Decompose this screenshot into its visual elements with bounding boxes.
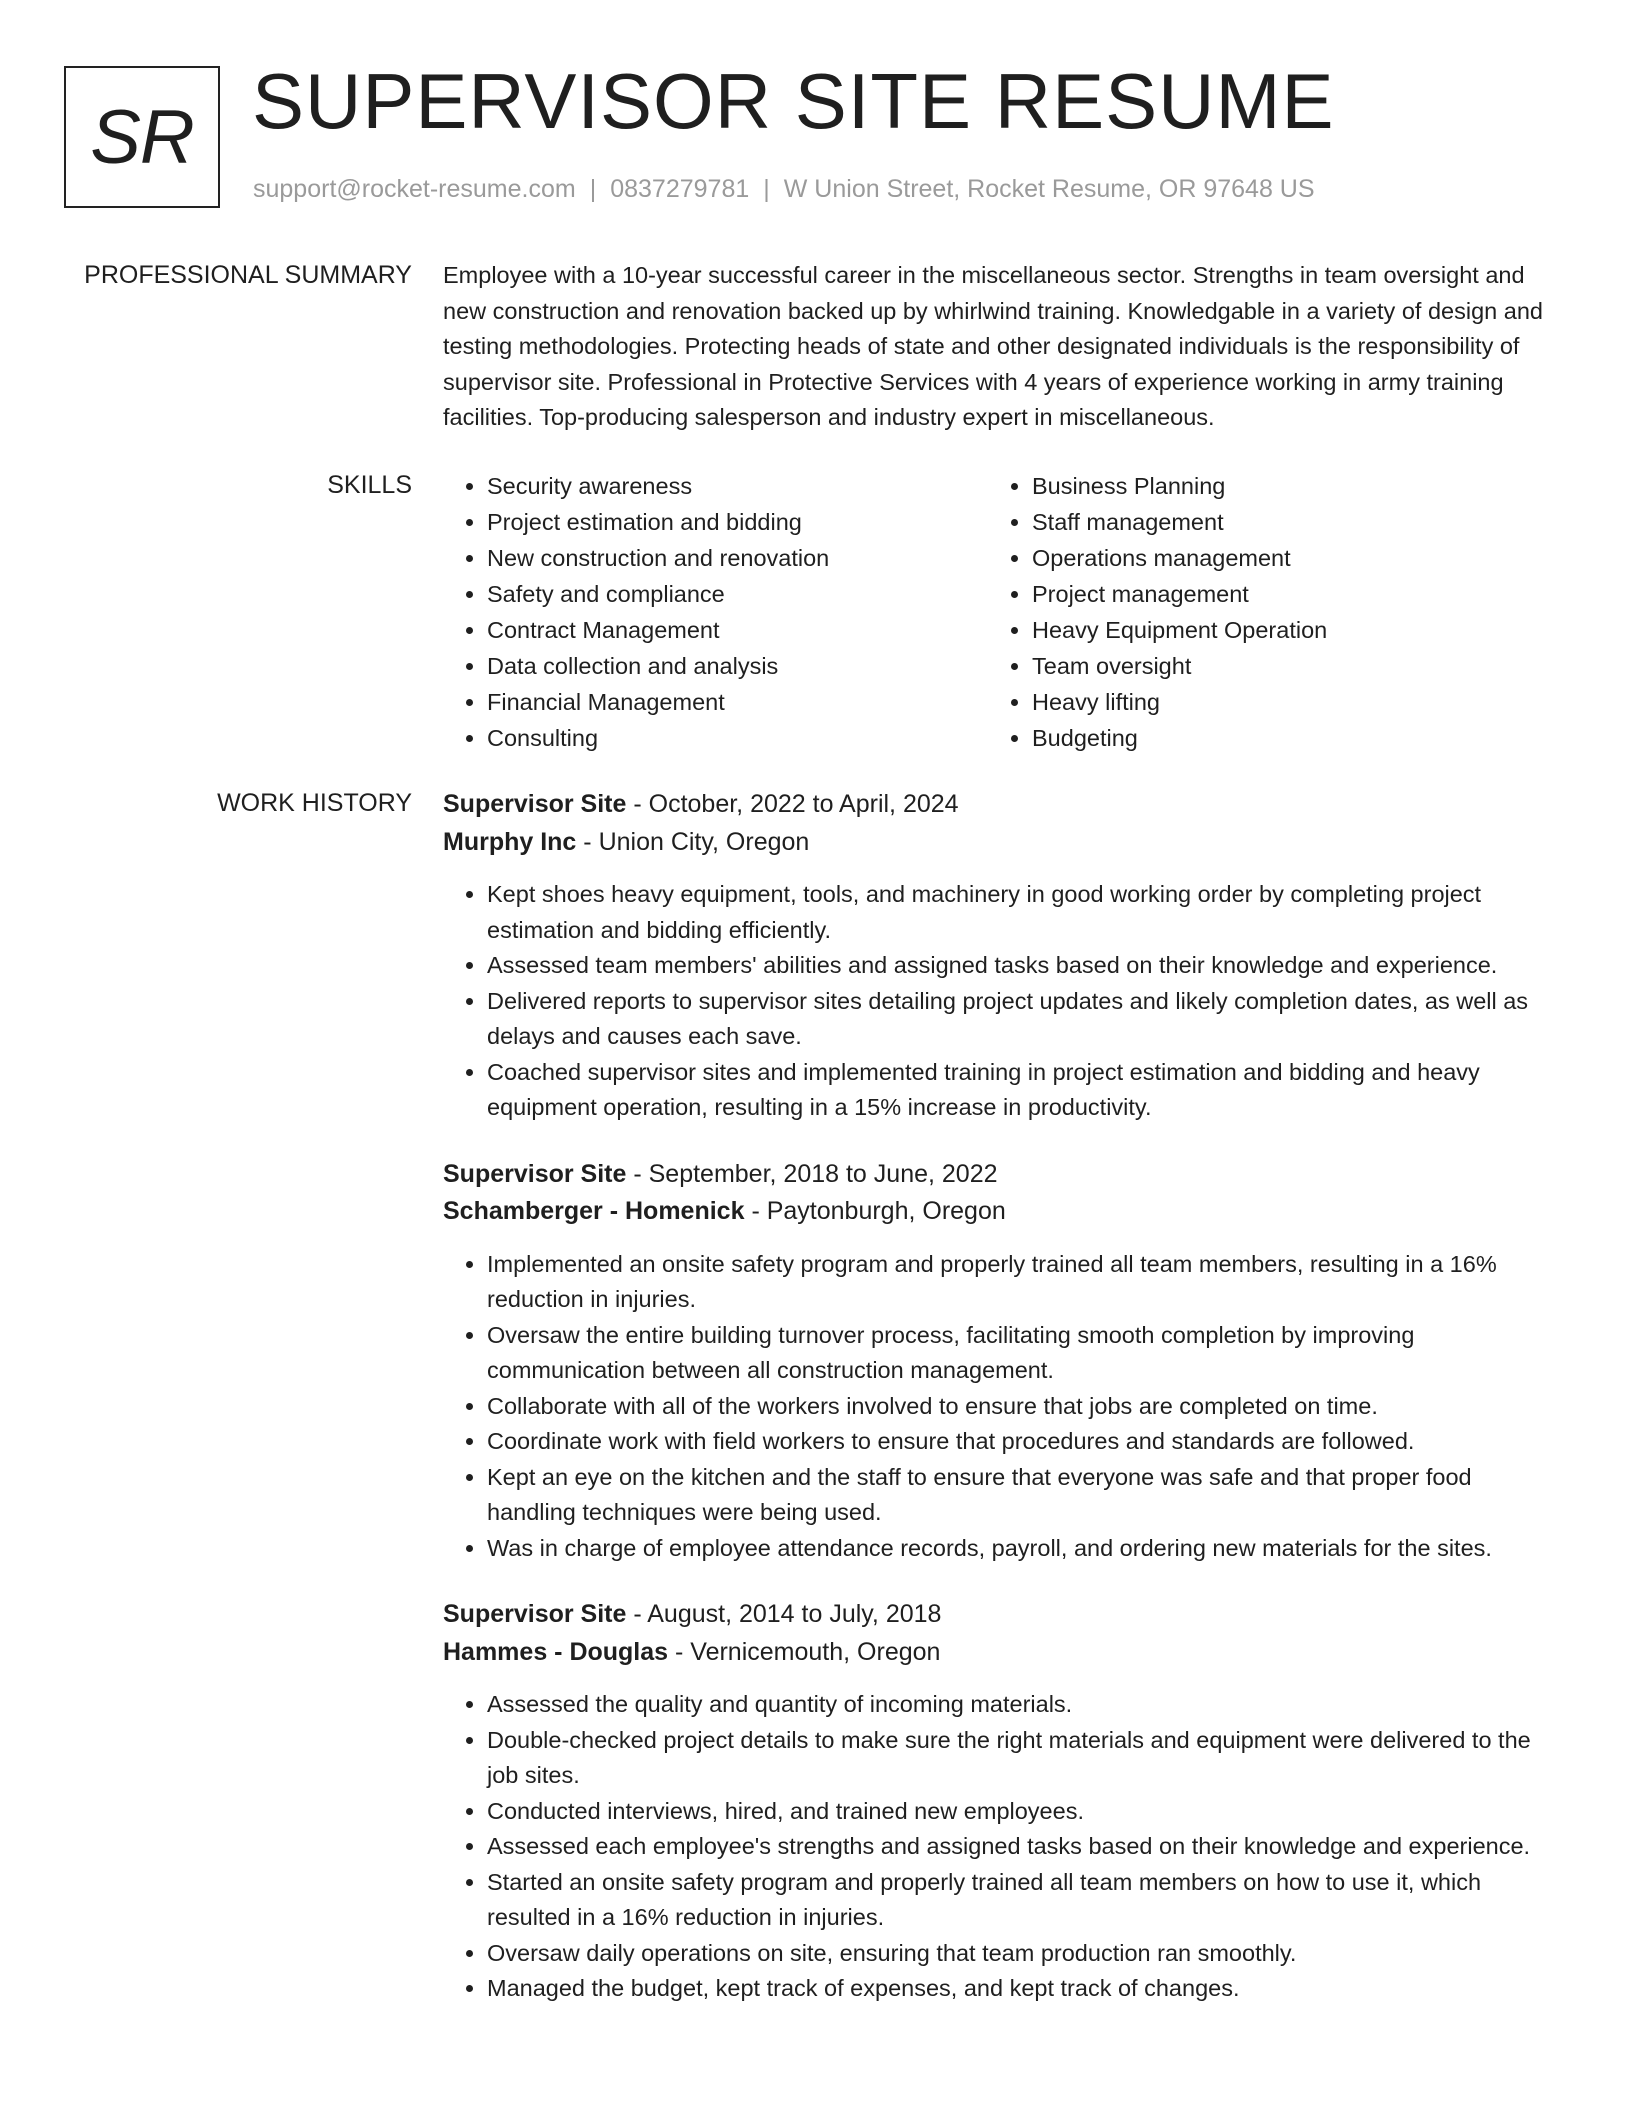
job-company: Hammes - Douglas xyxy=(443,1637,669,1666)
job-entry xyxy=(443,1596,1553,2007)
job-role-line: Supervisor Site - August, 2014 to July, 2018 xyxy=(443,1600,942,1628)
job-bullet: • Assessed the quality and quantity of incoming materials. xyxy=(487,1687,1553,1723)
job-dates: September, 2018 to June, 2022 xyxy=(648,1159,998,1188)
job-location: Union City, Oregon xyxy=(598,827,810,856)
job-bullets xyxy=(443,1687,1553,2007)
job-location: Vernicemouth, Oregon xyxy=(690,1637,941,1666)
job-bullet: • Assessed each employee's strengths and assigned tasks based on their knowledge and experience. xyxy=(487,1829,1553,1865)
contact-separator: | xyxy=(589,175,597,203)
work-history-body xyxy=(443,786,1553,2037)
contact-line xyxy=(253,172,1315,206)
job-company: Murphy Inc xyxy=(443,827,577,856)
skill-item: • Business Planning xyxy=(1032,468,1532,504)
job-bullet: • Implemented an onsite safety program and properly trained all team members, resulting in a 16% reduction in injuries. xyxy=(487,1247,1553,1318)
skill-item: • Security awareness xyxy=(487,468,987,504)
job-bullet: • Assessed team members' abilities and assigned tasks based on their knowledge and experience. xyxy=(487,948,1553,984)
skill-item: • Consulting xyxy=(487,720,987,756)
job-bullet: • Oversaw daily operations on site, ensuring that team production ran smoothly. xyxy=(487,1936,1553,1972)
job-entry xyxy=(443,1156,1553,1567)
job-company-line: Murphy Inc - Union City, Oregon xyxy=(443,827,810,856)
skill-item: • Staff management xyxy=(1032,504,1532,540)
skill-item: • Financial Management xyxy=(487,684,987,720)
skill-item: • Data collection and analysis xyxy=(487,648,987,684)
job-company-line: Hammes - Douglas - Vernicemouth, Oregon xyxy=(443,1637,941,1666)
skill-item: • Team oversight xyxy=(1032,648,1532,684)
contact-separator: | xyxy=(763,175,770,203)
section-label-work: WORK HISTORY xyxy=(217,789,412,817)
job-bullet: • Double-checked project details to make sure the right materials and equipment were delivered to the job sites. xyxy=(487,1723,1553,1794)
job-role: Supervisor Site xyxy=(443,1600,627,1628)
skills-columns xyxy=(443,468,1553,756)
contact-email[interactable]: support@rocket-resume.com xyxy=(253,175,576,203)
job-company-line: Schamberger - Homenick - Paytonburgh, Oregon xyxy=(443,1197,1006,1225)
job-bullet: • Conducted interviews, hired, and trained new employees. xyxy=(487,1794,1553,1830)
monogram-logo: SR xyxy=(64,66,220,208)
skill-item: • Project estimation and bidding xyxy=(487,504,987,540)
skill-item: • Budgeting xyxy=(1032,720,1532,756)
job-role-line: Supervisor Site - September, 2018 to June, 2022 xyxy=(443,1159,998,1188)
job-role-line: Supervisor Site - October, 2022 to April, 2024 xyxy=(443,790,959,818)
summary-text: Employee with a 10-year successful career in the miscellaneous sector. Strengths in team oversight and new construction and renovation backed up by whirlwind training. Knowledgable in a variety of design and testing methodologies. Protecting heads of state and other designated individuals is the responsibility of supervisor site. Professional in Protective Services with 4 years of experience working in army training facilities. Top-producing salesperson and industry expert in miscellaneous. xyxy=(443,262,1543,430)
contact-address: W Union Street, Rocket Resume, OR 97648 US xyxy=(783,175,1315,203)
section-label-summary: PROFESSIONAL SUMMARY xyxy=(84,261,412,289)
job-dates: August, 2014 to July, 2018 xyxy=(647,1600,942,1628)
job-dates: October, 2022 to April, 2024 xyxy=(648,790,959,818)
skills-body xyxy=(443,468,1553,756)
job-location: Paytonburgh, Oregon xyxy=(766,1197,1006,1225)
job-role: Supervisor Site xyxy=(443,1159,627,1188)
job-role: Supervisor Site xyxy=(443,790,627,818)
section-label-skills: SKILLS xyxy=(327,471,412,499)
job-bullets xyxy=(443,1247,1553,1567)
job-entry xyxy=(443,786,1553,1126)
summary-body xyxy=(443,258,1553,436)
skill-item: • Safety and compliance xyxy=(487,576,987,612)
skill-item: • Project management xyxy=(1032,576,1532,612)
job-bullet: • Coordinate work with field workers to ensure that procedures and standards are followed. xyxy=(487,1424,1553,1460)
skill-item: • Heavy Equipment Operation xyxy=(1032,612,1532,648)
job-bullet: • Coached supervisor sites and implemented training in project estimation and bidding and heavy equipment operation, resulting in a 15% increase in productivity. xyxy=(487,1055,1553,1126)
job-bullet: • Collaborate with all of the workers involved to ensure that jobs are completed on time. xyxy=(487,1389,1553,1425)
job-bullet: • Kept shoes heavy equipment, tools, and machinery in good working order by completing project estimation and bidding efficiently. xyxy=(487,877,1553,948)
skills-list-right xyxy=(987,468,1532,756)
job-bullet: • Delivered reports to supervisor sites detailing project updates and likely completion dates, as well as delays and causes each save. xyxy=(487,984,1553,1055)
job-bullet: • Started an onsite safety program and properly trained all team members on how to use it, which resulted in a 16% reduction in injuries. xyxy=(487,1865,1553,1936)
skills-list-left xyxy=(443,468,987,756)
skill-item: • New construction and renovation xyxy=(487,540,987,576)
job-bullet: • Was in charge of employee attendance records, payroll, and ordering new materials for the sites. xyxy=(487,1531,1553,1567)
contact-phone[interactable]: 0837279781 xyxy=(610,175,750,203)
job-company: Schamberger - Homenick xyxy=(443,1197,745,1225)
skill-item: • Heavy lifting xyxy=(1032,684,1532,720)
job-bullet: • Managed the budget, kept track of expenses, and kept track of changes. xyxy=(487,1971,1553,2007)
job-bullets xyxy=(443,877,1553,1126)
job-bullet: • Kept an eye on the kitchen and the staff to ensure that everyone was safe and that proper food handling techniques were being used. xyxy=(487,1460,1553,1531)
skill-item: • Operations management xyxy=(1032,540,1532,576)
job-bullet: • Oversaw the entire building turnover process, facilitating smooth completion by improving communication between all construction management. xyxy=(487,1318,1553,1389)
skill-item: • Contract Management xyxy=(487,612,987,648)
page-title: SUPERVISOR SITE RESUME xyxy=(252,57,1335,145)
